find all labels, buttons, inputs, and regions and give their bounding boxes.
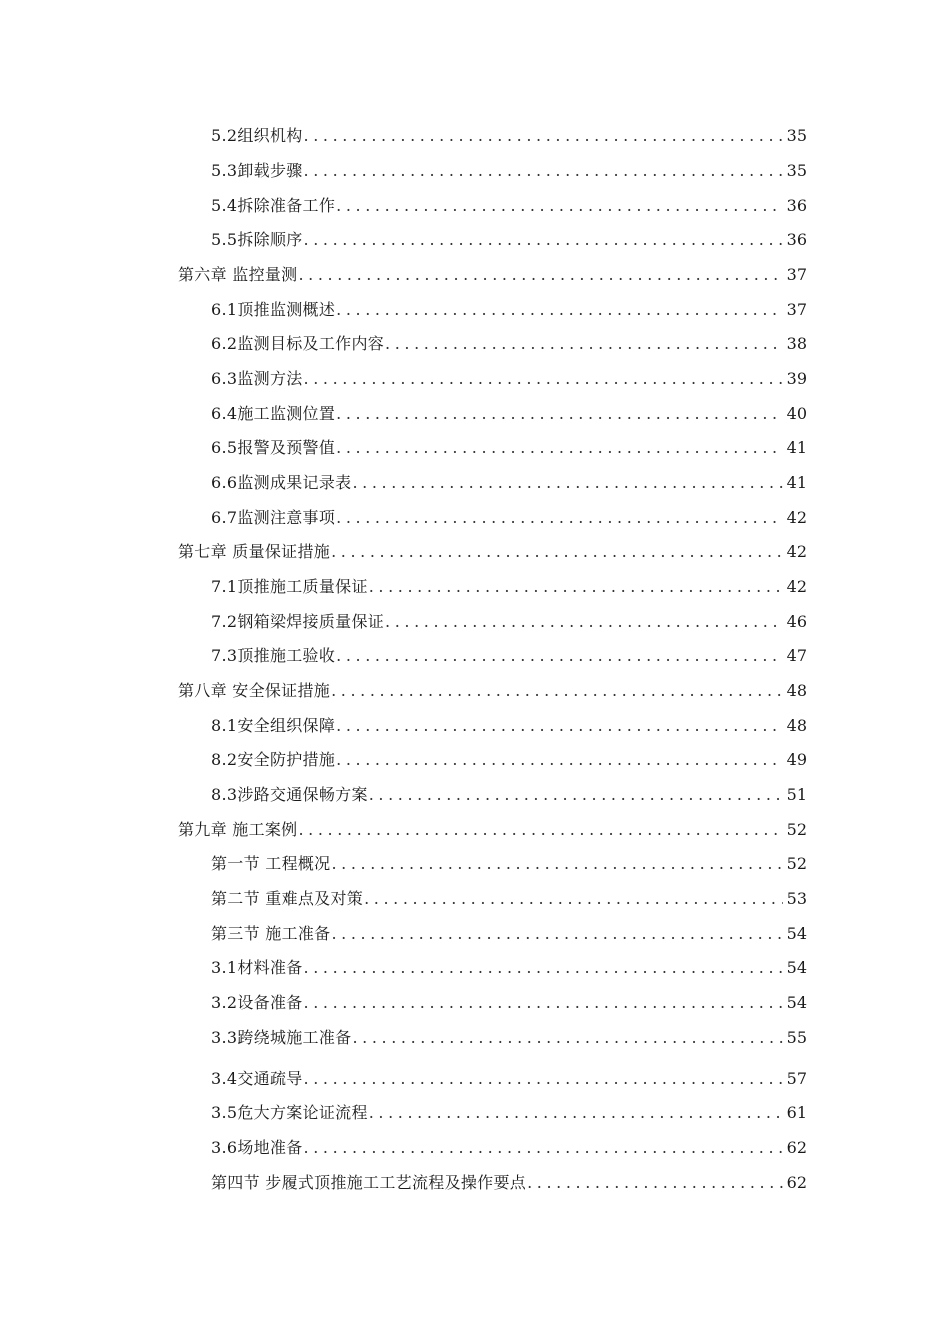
toc-entry[interactable]	[211, 398, 807, 424]
toc-entry[interactable]	[211, 120, 807, 146]
toc-page-number: 39	[786, 369, 807, 388]
toc-dot-leader	[369, 1103, 783, 1123]
toc-entry-label: 6.6监测成果记录表	[211, 473, 352, 492]
toc-dot-leader	[369, 785, 783, 805]
toc-dot-leader	[299, 265, 783, 285]
toc-page-number: 36	[786, 230, 807, 249]
toc-entry-label: 第七章 质量保证措施	[178, 542, 331, 561]
toc-page-number: 35	[786, 126, 807, 145]
toc-entry[interactable]	[211, 744, 807, 770]
toc-entry-label: 5.4拆除准备工作	[211, 196, 336, 215]
toc-entry[interactable]	[211, 1167, 807, 1193]
toc-entry-label: 第九章 施工案例	[178, 820, 298, 839]
toc-entry[interactable]	[211, 1063, 807, 1089]
toc-page-number: 61	[786, 1103, 807, 1122]
toc-dot-leader	[336, 404, 782, 424]
toc-entry-chapter[interactable]	[178, 814, 807, 840]
toc-entry[interactable]	[211, 224, 807, 250]
toc-entry-label: 6.7监测注意事项	[211, 508, 336, 527]
toc-page-number: 52	[786, 854, 807, 873]
toc-entry-label: 6.1顶推监测概述	[211, 300, 336, 319]
toc-entry-label: 第三节 施工准备	[211, 924, 331, 943]
toc-page-number: 41	[786, 473, 807, 492]
toc-entry-label: 6.2监测目标及工作内容	[211, 334, 385, 353]
toc-page-number: 57	[786, 1069, 807, 1088]
toc-page-number: 51	[786, 785, 807, 804]
toc-entry[interactable]	[211, 467, 807, 493]
toc-entry-label: 6.4施工监测位置	[211, 404, 336, 423]
toc-page-number: 41	[786, 438, 807, 457]
toc-dot-leader	[331, 542, 783, 562]
toc-entry[interactable]	[211, 848, 807, 874]
toc-entry-label: 3.3跨绕城施工准备	[211, 1028, 352, 1047]
toc-dot-leader	[304, 369, 783, 389]
toc-entry[interactable]	[211, 918, 807, 944]
toc-dot-leader	[304, 1138, 783, 1158]
toc-dot-leader	[299, 820, 783, 840]
toc-page-number: 40	[786, 404, 807, 423]
toc-page-number: 55	[786, 1028, 807, 1047]
toc-page-number: 62	[786, 1173, 807, 1192]
toc-page-number: 54	[786, 958, 807, 977]
toc-entry-label: 6.5报警及预警值	[211, 438, 336, 457]
toc-dot-leader	[331, 681, 783, 701]
toc-entry[interactable]	[211, 1132, 807, 1158]
toc-entry[interactable]	[211, 710, 807, 736]
toc-entry-label: 第一节 工程概况	[211, 854, 331, 873]
toc-entry[interactable]	[211, 571, 807, 597]
toc-entry-chapter[interactable]	[178, 675, 807, 701]
toc-entry[interactable]	[211, 363, 807, 389]
toc-page-number: 49	[786, 750, 807, 769]
toc-entry[interactable]	[211, 155, 807, 181]
toc-page-number: 42	[786, 508, 807, 527]
toc-entry-label: 6.3监测方法	[211, 369, 303, 388]
toc-dot-leader	[336, 508, 782, 528]
toc-dot-leader	[304, 993, 783, 1013]
toc-page-number: 53	[786, 889, 807, 908]
toc-entry-label: 3.6场地准备	[211, 1138, 303, 1157]
toc-dot-leader	[332, 924, 783, 944]
toc-entry-label: 3.2设备准备	[211, 993, 303, 1012]
toc-entry[interactable]	[211, 883, 807, 909]
toc-dot-leader	[332, 854, 783, 874]
toc-entry-chapter[interactable]	[178, 536, 807, 562]
toc-page-number: 46	[786, 612, 807, 631]
toc-dot-leader	[336, 438, 782, 458]
toc-page-number: 47	[786, 646, 807, 665]
toc-entry-label: 3.4交通疏导	[211, 1069, 303, 1088]
toc-page-number: 54	[786, 924, 807, 943]
toc-dot-leader	[336, 646, 782, 666]
toc-entry[interactable]	[211, 987, 807, 1013]
toc-page-number: 62	[786, 1138, 807, 1157]
toc-dot-leader	[304, 958, 783, 978]
toc-entry[interactable]	[211, 779, 807, 805]
toc-entry-label: 第四节 步履式顶推施工工艺流程及操作要点	[211, 1173, 527, 1192]
toc-dot-leader	[385, 334, 783, 354]
toc-dot-leader	[352, 1028, 782, 1048]
toc-page-number: 52	[786, 820, 807, 839]
toc-page-number: 37	[786, 300, 807, 319]
toc-dot-leader	[304, 126, 783, 146]
toc-page-number: 42	[786, 577, 807, 596]
toc-entry[interactable]	[211, 432, 807, 458]
toc-dot-leader	[336, 716, 782, 736]
toc-entry-label: 5.3卸载步骤	[211, 161, 303, 180]
toc-dot-leader	[336, 750, 782, 770]
toc-entry[interactable]	[211, 1022, 807, 1048]
toc-dot-leader	[369, 577, 783, 597]
toc-entry[interactable]	[211, 502, 807, 528]
toc-entry[interactable]	[211, 606, 807, 632]
toc-dot-leader	[385, 612, 783, 632]
toc-entry-label: 8.2安全防护措施	[211, 750, 336, 769]
toc-entry[interactable]	[211, 328, 807, 354]
toc-entry-label: 7.3顶推施工验收	[211, 646, 336, 665]
toc-entry[interactable]	[211, 1097, 807, 1123]
toc-dot-leader	[304, 1069, 783, 1089]
toc-entry[interactable]	[211, 952, 807, 978]
toc-entry-label: 第六章 监控量测	[178, 265, 298, 284]
toc-entry-chapter[interactable]	[178, 259, 807, 285]
toc-entry-label: 8.3涉路交通保畅方案	[211, 785, 368, 804]
toc-dot-leader	[352, 473, 782, 493]
toc-entry-label: 第八章 安全保证措施	[178, 681, 331, 700]
toc-page-number: 42	[786, 542, 807, 561]
toc-entry-label: 3.5危大方案论证流程	[211, 1103, 368, 1122]
toc-page-number: 48	[786, 681, 807, 700]
toc-entry-label: 5.5拆除顺序	[211, 230, 303, 249]
toc-entry[interactable]	[211, 640, 807, 666]
toc-entry-label: 第二节 重难点及对策	[211, 889, 364, 908]
toc-dot-leader	[364, 889, 783, 909]
toc-dot-leader	[527, 1173, 783, 1193]
toc-page-number: 48	[786, 716, 807, 735]
toc-dot-leader	[304, 230, 783, 250]
toc-page-number: 37	[786, 265, 807, 284]
toc-dot-leader	[336, 196, 782, 216]
toc-dot-leader	[304, 161, 783, 181]
toc-entry-label: 7.1顶推施工质量保证	[211, 577, 368, 596]
toc-page-number: 38	[786, 334, 807, 353]
toc-entry-label: 3.1材料准备	[211, 958, 303, 977]
toc-dot-leader	[336, 300, 782, 320]
toc-page-number: 54	[786, 993, 807, 1012]
toc-entry[interactable]	[211, 294, 807, 320]
toc-entry-label: 5.2组织机构	[211, 126, 303, 145]
toc-entry-label: 8.1安全组织保障	[211, 716, 336, 735]
toc-page-number: 35	[786, 161, 807, 180]
toc-page-number: 36	[786, 196, 807, 215]
toc-entry-label: 7.2钢箱梁焊接质量保证	[211, 612, 385, 631]
toc-entry[interactable]	[211, 190, 807, 216]
